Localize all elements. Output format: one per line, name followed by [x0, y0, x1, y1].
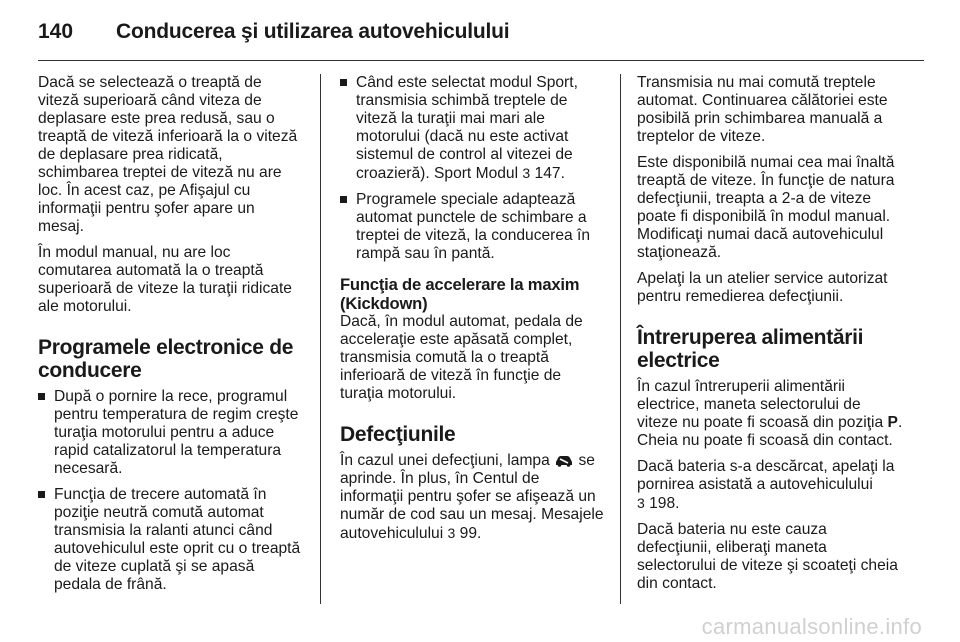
page-ref[interactable]: 99.: [455, 525, 482, 542]
paragraph-text: În cazul întreruperii alimentării electrice, maneta selectorului de viteze nu poate fi scoasă din poziţia: [637, 378, 884, 431]
page-number: 140: [38, 20, 74, 43]
list-item-text: După o pornire la rece, programul pentru temperatura de regim creşte turaţia motorului pentru a aduce rapid catalizatorul la temperatura necesară.: [54, 388, 299, 477]
paragraph: În modul manual, nu are loc comutarea automată la o treaptă superioară de viteze la turaţii ridicate ale motorului.: [38, 244, 292, 315]
paragraph: Transmisia nu mai comută treptele automat. Continuarea călătoriei este posibilă prin schimbarea manuală a treptelor de viteze.: [637, 74, 888, 145]
paragraph: [637, 458, 905, 513]
page-ref[interactable]: 198.: [644, 495, 680, 512]
watermark: carmanualsonline.info: [701, 614, 922, 639]
paragraph: Dacă, în modul automat, pedala de acceleraţie este apăsată complet, transmisia comută la o treaptă inferioară de viteză în funcţie de turaţia motorului.: [340, 313, 583, 402]
paragraph-text: . Cheia nu poate fi scoasă din contact.: [637, 414, 903, 449]
paragraph: Dacă bateria nu este cauza defecţiunii, eliberaţi maneta selectorului de viteze şi scoateţi cheia din contact.: [637, 521, 898, 592]
section-heading: Programele electronice de conducere: [38, 336, 294, 382]
list-item: [38, 388, 304, 478]
column-divider: [620, 74, 621, 604]
paragraph-text: În cazul unei defecţiuni, lampa: [340, 452, 550, 469]
paragraph: Apelaţi la un atelier service autorizat pentru remedierea defecţiunii.: [637, 270, 888, 305]
page-ref-arrow-icon: 3: [637, 495, 645, 511]
bullet-icon: [38, 393, 45, 400]
bullet-icon: [340, 196, 347, 203]
section-heading: Defecţiunile: [340, 423, 456, 446]
page-header: [38, 12, 509, 52]
paragraph: Dacă se selectează o treaptă de viteză superioară când viteza de deplasare este prea redusă, sau o treaptă de viteză inferioară la o viteză de deplasare prea ridicată, schimbarea treptei de viteză nu are loc. În acest caz, pe Afişajul cu informaţii pentru şofer apare un mesaj.: [38, 74, 298, 235]
list-item: [340, 191, 606, 263]
paragraph: Este disponibilă numai cea mai înaltă treaptă de viteze. În funcţie de natura defecţiunii, treapta a 2-a de viteze poate fi disponibilă în modul manual. Modificaţi numai dacă autovehiculul staţionează.: [637, 154, 895, 261]
list-item-text: Când este selectat modul Sport, transmisia schimbă treptele de viteză la turaţii mai mari ale motorului (dacă nu este activat sistemul de control al vitezei de croazieră). Sport Modul: [356, 74, 578, 182]
section-heading: Întreruperea alimentării electrice: [637, 326, 864, 372]
page-ref-arrow-icon: 3: [522, 165, 531, 181]
column-1: [38, 74, 304, 602]
paragraph: [637, 378, 905, 450]
header-rule: [38, 60, 924, 61]
subsection-heading: Funcţia de accelerare la maxim (Kickdown): [340, 275, 580, 313]
list-item: [340, 74, 606, 183]
gear-position-label: P: [887, 414, 898, 431]
page-ref[interactable]: 147.: [530, 165, 565, 182]
car-wrench-icon: [554, 454, 574, 467]
bullet-icon: [38, 491, 45, 498]
page-title: Conducerea şi utilizarea autovehiculului: [116, 20, 510, 43]
column-3: [637, 74, 905, 601]
list-item: [38, 486, 304, 594]
paragraph: [340, 452, 606, 543]
page-ref-arrow-icon: 3: [447, 525, 456, 541]
bullet-icon: [340, 79, 347, 86]
column-divider: [320, 74, 321, 604]
column-2: [340, 74, 606, 551]
list-item-text: Programele speciale adaptează automat punctele de schimbare a treptei de viteză, la conducerea în rampă sau în pantă.: [356, 191, 591, 262]
list-item-text: Funcţia de trecere automată în poziţie neutră comută automat transmisia la ralanti atunci când autovehiculul este oprit cu o treaptă de viteze cuplată şi se apasă pedala de frână.: [54, 486, 301, 593]
paragraph-text: se aprinde. În plus, în Centul de informaţii pentru şofer se afişează un număr de cod sau un mesaj. Mesajele autovehiculului: [340, 452, 604, 542]
paragraph-text: Dacă bateria s-a descărcat, apelaţi la pornirea asistată a autovehiculului: [637, 458, 895, 493]
